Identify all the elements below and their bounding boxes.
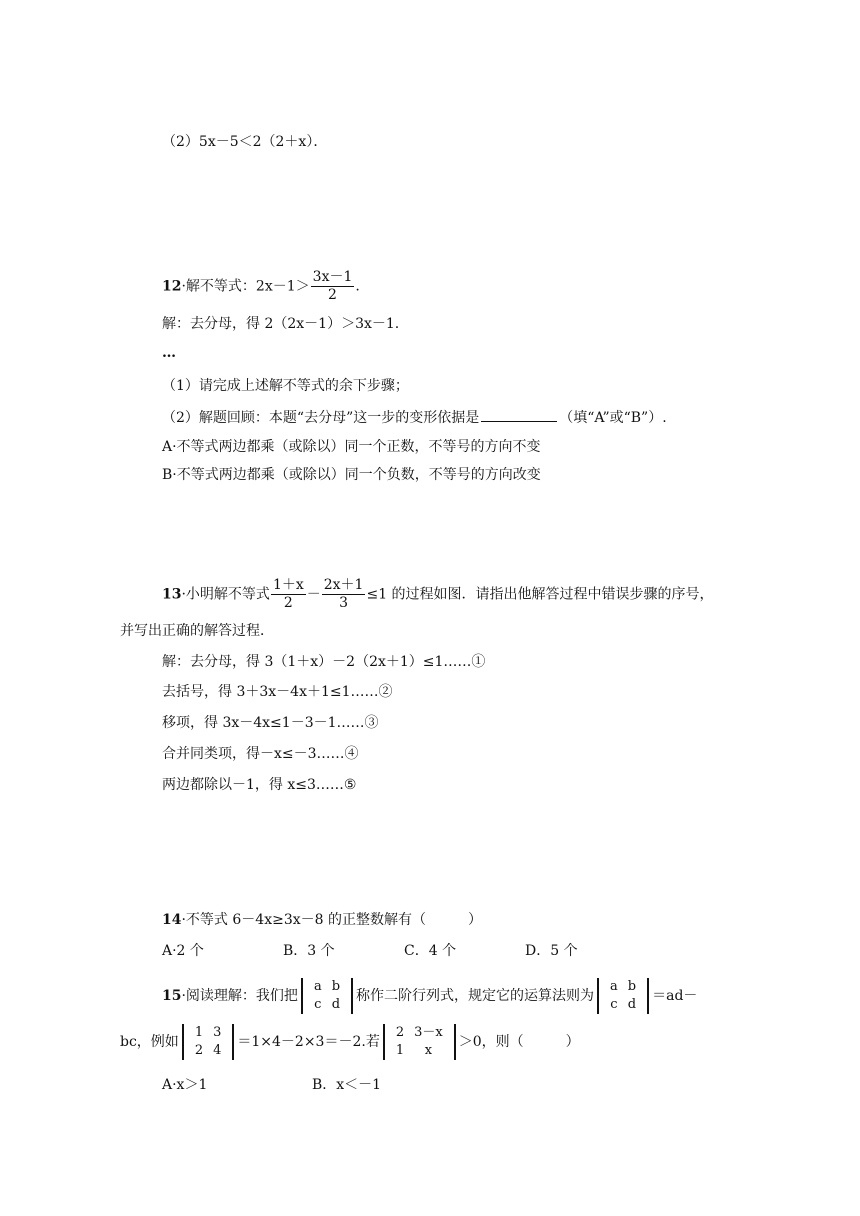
det-cell: c (314, 997, 322, 1012)
determinant-example (182, 1024, 235, 1060)
q12-part2-a: （2）解题回顾：本题“去分母”这一步的变形依据是 (162, 410, 480, 426)
q13-step4: 合并同类项，得－x≤－3……④ (162, 746, 359, 762)
det-cell: 3 (213, 1025, 222, 1040)
q15-t5: ＝1×4－2×3＝－2.若 (237, 1034, 380, 1050)
q13-fraction-2 (322, 577, 366, 612)
q13-step5: 两边都除以－1，得 x≤3……⑤ (162, 777, 357, 793)
q14-stem (162, 910, 482, 930)
q12-frac-num: 3x－1 (312, 269, 353, 285)
q13-f2-num: 2x＋1 (323, 577, 364, 593)
q13-suffix: ≤1 的过程如图．请指出他解答过程中错误步骤的序号， (366, 586, 714, 603)
q15-t6: ＞0，则（ ） (458, 1034, 580, 1050)
q12-fraction (311, 269, 355, 304)
det-cell: c (610, 997, 618, 1012)
determinant-question (383, 1024, 456, 1060)
q12-option-a: A·不等式两边都乘（或除以）同一个正数，不等号的方向不变 (162, 439, 541, 455)
det-cell: 4 (213, 1043, 222, 1058)
det-cell: b (331, 979, 341, 994)
q13-step3: 移项，得 3x－4x≤1－3－1……③ (162, 715, 379, 731)
det-cell: d (331, 997, 341, 1012)
det-cell: 1 (395, 1043, 405, 1058)
q13-f2-den: 3 (339, 595, 349, 611)
q13-step2: 去括号，得 3＋3x－4x＋1≤1……② (162, 684, 393, 700)
q12-part1: （1）请完成上述解不等式的余下步骤； (162, 378, 409, 394)
q13-f1-den: 2 (283, 595, 293, 611)
q13-step1: 解：去分母，得 3（1＋x）－2（2x＋1）≤1……① (162, 654, 486, 670)
q15-option-a: A·x＞1 (162, 1077, 208, 1093)
q12-part2-b: （填“A”或“B”）. (559, 410, 667, 426)
q15-t4: bc，例如 (120, 1034, 179, 1050)
det-cell: 3－x (414, 1025, 443, 1040)
q12-suffix: . (355, 278, 360, 295)
q12-option-b: B·不等式两边都乘（或除以）同一个负数，不等号的方向改变 (162, 467, 541, 483)
q15-line2 (120, 1024, 580, 1060)
q15-t2: 称作二阶行列式，规定它的运算法则为 (356, 988, 595, 1004)
q13-f1-num: 1＋x (272, 577, 304, 593)
determinant-abcd (301, 978, 353, 1014)
det-cell: a (313, 979, 322, 994)
q13-prefix: ·小明解不等式 (181, 586, 270, 603)
det-cell: d (627, 997, 637, 1012)
q13-stem (162, 577, 714, 612)
q13-line2: 并写出正确的解答过程． (120, 623, 274, 639)
q13-fraction-1 (271, 577, 306, 612)
q12-number: 12 (162, 278, 182, 295)
q12-solution: 解：去分母，得 2（2x－1）＞3x－1. (162, 316, 400, 332)
q15-t1: ·阅读理解：我们把 (181, 988, 298, 1004)
q14-option-c: C．4 个 (404, 943, 457, 959)
q15-t3: ＝ad－ (652, 988, 698, 1004)
q11-part2: （2）5x－5＜2（2＋x）． (162, 134, 328, 150)
q15-number: 15 (162, 988, 182, 1004)
q15-option-b: B．x＜－1 (312, 1077, 382, 1093)
q13-number: 13 (162, 586, 182, 603)
q14-option-d: D．5 个 (525, 943, 578, 959)
q14-option-a: A·2 个 (162, 943, 204, 959)
det-cell: x (424, 1043, 433, 1058)
q14-text: ·不等式 6－4x≥3x－8 的正整数解有（ ） (181, 912, 482, 928)
q12-dots: … (162, 345, 176, 361)
det-cell: a (610, 979, 618, 994)
q15-line1 (162, 978, 697, 1014)
det-cell: 1 (194, 1025, 204, 1040)
q12-frac-den: 2 (328, 287, 337, 303)
q13-minus: － (306, 586, 321, 603)
det-cell: b (627, 979, 637, 994)
q12-part2 (162, 407, 667, 428)
q14-option-b: B．3 个 (283, 943, 335, 959)
det-cell: 2 (395, 1025, 405, 1040)
det-cell: 2 (194, 1043, 204, 1058)
q12-stem (162, 269, 360, 304)
determinant-abcd-2 (597, 978, 649, 1014)
answer-blank[interactable] (481, 407, 557, 422)
q12-prefix: ·解不等式：2x－1＞ (181, 278, 310, 295)
q14-number: 14 (162, 912, 182, 928)
